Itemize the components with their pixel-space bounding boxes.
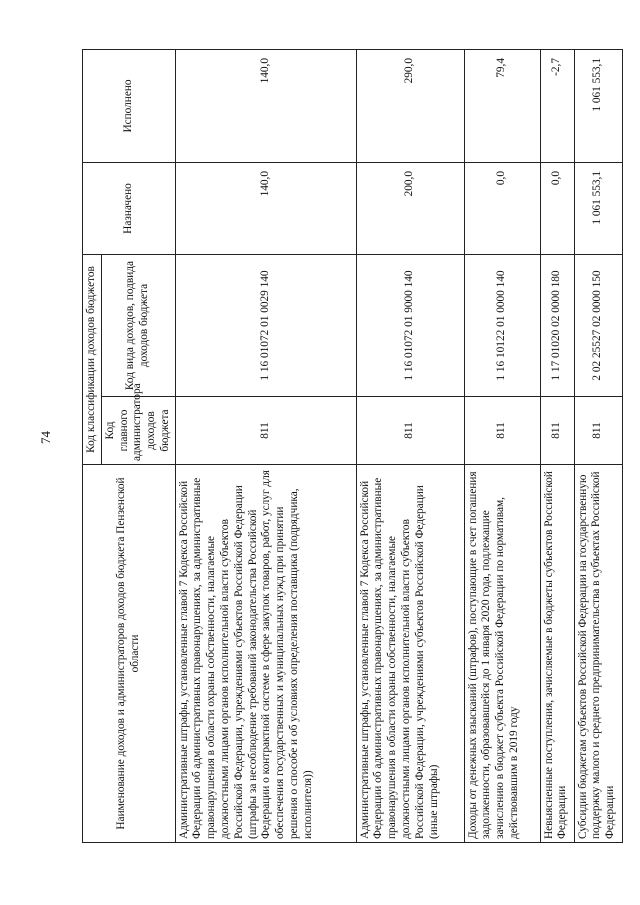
cell-executed: 290,0 [356, 49, 464, 162]
page-number: 74 [38, 431, 53, 444]
cell-executed: 79,4 [464, 49, 540, 162]
cell-admin-code: 811 [574, 397, 622, 465]
cell-income-code: 2 02 25527 02 0000 150 [574, 254, 622, 396]
cell-admin-code: 811 [356, 397, 464, 465]
cell-name: Административные штрафы, установленные главой 7 Кодекса Российской Федерации об административных правонарушениях, за административные правонарушения в области охраны собственности, налагаемые должностными лицами органов исполнительной власти субъектов Российской Федерации, учреждениями субъектов Российской Федерации (иные штрафы) [356, 465, 464, 843]
cell-executed: -2,7 [540, 49, 574, 162]
header-admin-code: Код главного администратора доходов бюджета [101, 397, 175, 465]
cell-name: Доходы от денежных взысканий (штрафов), поступающие в счет погашения задолженности, образовавшейся до 1 января 2020 года, подлежащие зачислению в бюджет субъекта Российской Федерации по нормативам, действовавшим в 2019 году [464, 465, 540, 843]
cell-executed: 140,0 [175, 49, 356, 162]
cell-name: Субсидии бюджетам субъектов Российской Федерации на государственную поддержку малого и среднего предпринимательства в субъектах Российской Федерации [574, 465, 622, 843]
cell-planned: 0,0 [464, 162, 540, 254]
header-classification-group: Код классификации доходов бюджетов [83, 254, 102, 464]
cell-name: Административные штрафы, установленные главой 7 Кодекса Российской Федерации об административных правонарушениях, за административные правонарушения в области охраны собственности, налагаемые должностными лицами органов исполнительной власти субъектов Российской Федерации, учреждениями субъектов Российской Федерации (штрафы за несоблюдение требований законодательства Российской Федерации о контрактной системе в сфере закупок товаров, работ, услуг для обеспечения государственных и муниципальных нужд при принятии решения о способе и об условиях определения поставщика (подрядчика, исполнителя)) [175, 465, 356, 843]
table-row [464, 49, 540, 842]
cell-name: Невыясненные поступления, зачисляемые в бюджеты субъектов Российской Федерации [540, 465, 574, 843]
header-income-code: Код вида доходов, подвида доходов бюджета [101, 254, 175, 396]
cell-executed: 1 061 553,1 [574, 49, 622, 162]
table-row [574, 49, 622, 842]
header-name: Наименование доходов и администраторов доходов бюджета Пензенской области [83, 465, 176, 843]
cell-income-code: 1 16 10122 01 0000 140 [464, 254, 540, 396]
table-row [356, 49, 464, 842]
cell-planned: 0,0 [540, 162, 574, 254]
cell-planned: 1 061 553,1 [574, 162, 622, 254]
cell-planned: 200,0 [356, 162, 464, 254]
cell-admin-code: 811 [175, 397, 356, 465]
rotated-table-container [82, 50, 617, 843]
table-row [540, 49, 574, 842]
header-executed: Исполнено [83, 49, 176, 162]
cell-income-code: 1 17 01020 02 0000 180 [540, 254, 574, 396]
table-row [175, 49, 356, 842]
header-planned: Назначено [83, 162, 176, 254]
cell-income-code: 1 16 01072 01 0029 140 [175, 254, 356, 396]
cell-income-code: 1 16 01072 01 9000 140 [356, 254, 464, 396]
cell-admin-code: 811 [540, 397, 574, 465]
cell-admin-code: 811 [464, 397, 540, 465]
revenue-table [82, 49, 623, 843]
cell-planned: 140,0 [175, 162, 356, 254]
